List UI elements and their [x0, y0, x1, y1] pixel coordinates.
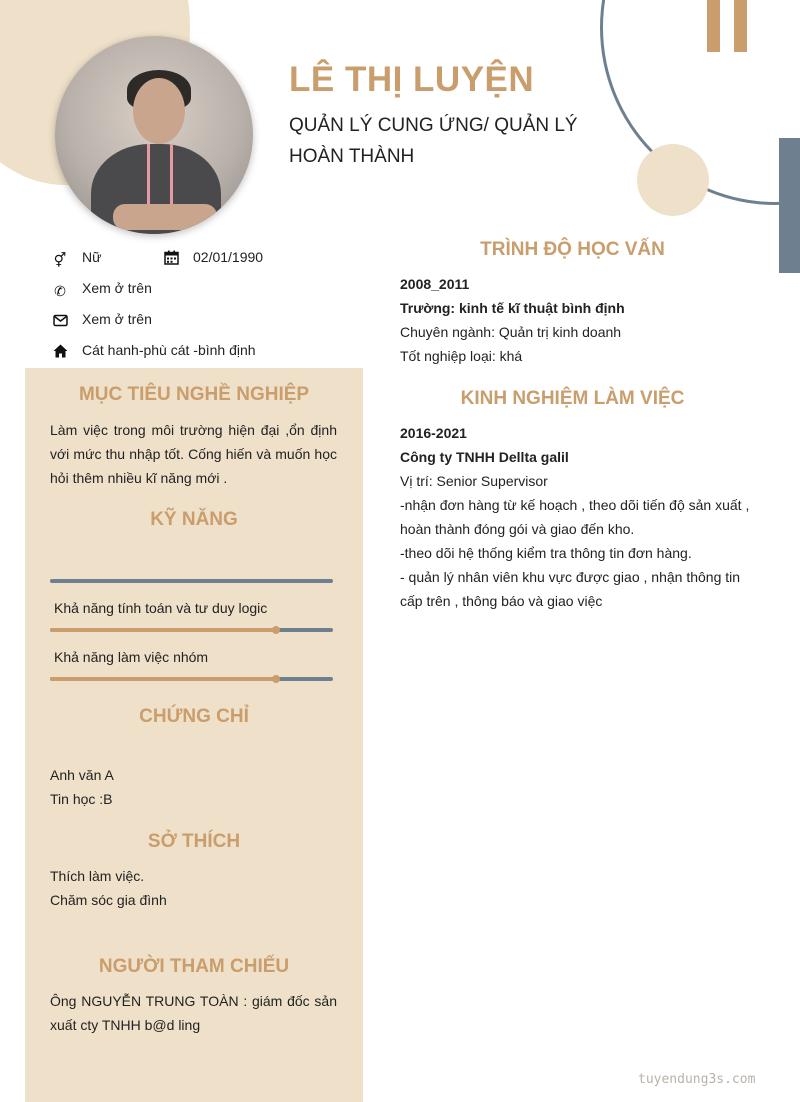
avatar-head — [133, 78, 185, 144]
hobbies-heading: SỞ THÍCH — [147, 831, 241, 852]
skill-bar — [50, 628, 333, 632]
phone-icon: ✆ — [54, 283, 66, 299]
skill-bar-fill — [50, 628, 276, 632]
certificate-item: Tin học :B — [50, 791, 113, 807]
references-text: Ông NGUYỄN TRUNG TOÀN : giám đốc sản xuất cty TNHH b@d ling — [50, 993, 337, 1033]
skill-bar-fill — [50, 677, 276, 681]
mail-icon — [52, 314, 68, 330]
skill-label: Khả năng làm việc nhóm — [54, 649, 209, 665]
gender-value: Nữ — [82, 249, 102, 265]
avatar-arms — [113, 204, 217, 230]
birthdate-value: 02/01/1990 — [193, 249, 264, 265]
experience-line: cấp trên , thông báo và giao việc — [400, 593, 603, 609]
hobby-item: Chăm sóc gia đình — [50, 892, 167, 908]
address-value: Cát hanh-phù cát -bình định — [82, 342, 256, 358]
education-school: Trường: kinh tế kĩ thuật bình định — [400, 300, 625, 316]
experience-line: -theo dõi hệ thống kiểm tra thông tin đơn hàng. — [400, 545, 692, 561]
hobby-item: Thích làm việc. — [50, 868, 145, 884]
objective-text: Làm việc trong môi trường hiện đại ,ổn định với mức thu nhập tốt. Cống hiến và muốn học hỏi thêm nhiều kĩ năng mới . — [50, 422, 337, 486]
email-value: Xem ở trên — [82, 311, 152, 327]
skill-label: Khả năng tính toán và tư duy logic — [54, 600, 268, 616]
skills-divider — [50, 579, 333, 583]
certificates-heading: CHỨNG CHỈ — [139, 706, 249, 727]
education-major: Chuyên ngành: Quản trị kinh doanh — [400, 324, 622, 340]
decor-bar — [707, 0, 720, 52]
home-icon — [52, 344, 68, 360]
education-grade: Tốt nghiệp loại: khá — [400, 348, 523, 364]
skill-bar — [50, 677, 333, 681]
contact-email — [52, 309, 152, 329]
contact-gender — [52, 247, 101, 267]
decor-side-bar — [779, 138, 800, 273]
education-heading: TRÌNH ĐỘ HỌC VẤN — [480, 239, 665, 260]
decor-dot — [637, 144, 709, 216]
contact-phone — [52, 278, 152, 298]
job-title: QUẢN LÝ CUNG ỨNG/ QUẢN LÝ HOÀN THÀNH — [289, 115, 578, 167]
experience-line: - quản lý nhân viên khu vực được giao , nhận thông tin — [400, 569, 741, 585]
experience-position: Vị trí: Senior Supervisor — [400, 473, 548, 489]
calendar-icon — [163, 250, 179, 266]
phone-value: Xem ở trên — [82, 280, 152, 296]
contact-birthdate — [163, 247, 263, 267]
education-period: 2008_2011 — [400, 276, 470, 292]
objective-heading: MỤC TIÊU NGHỀ NGHIỆP — [78, 384, 310, 405]
references-heading: NGƯỜI THAM CHIẾU — [98, 956, 290, 977]
decor-bar — [734, 0, 747, 52]
person-name: LÊ THỊ LUYỆN — [289, 60, 535, 99]
experience-heading: KINH NGHIỆM LÀM VIỆC — [460, 388, 685, 409]
experience-line: -nhận đơn hàng từ kế hoạch , theo dõi tiến độ sản xuất , — [400, 497, 750, 513]
experience-period: 2016-2021 — [400, 425, 467, 441]
experience-line: hoàn thành đóng gói và giao đến kho. — [400, 521, 635, 537]
contact-address — [52, 340, 256, 360]
skills-heading: KỸ NĂNG — [150, 509, 238, 530]
certificate-item: Anh văn A — [50, 767, 114, 783]
avatar — [55, 36, 253, 234]
experience-company: Công ty TNHH Dellta galil — [400, 449, 569, 465]
watermark: tuyendung3s.com — [638, 1072, 756, 1087]
gender-icon: ⚥ — [53, 252, 67, 268]
